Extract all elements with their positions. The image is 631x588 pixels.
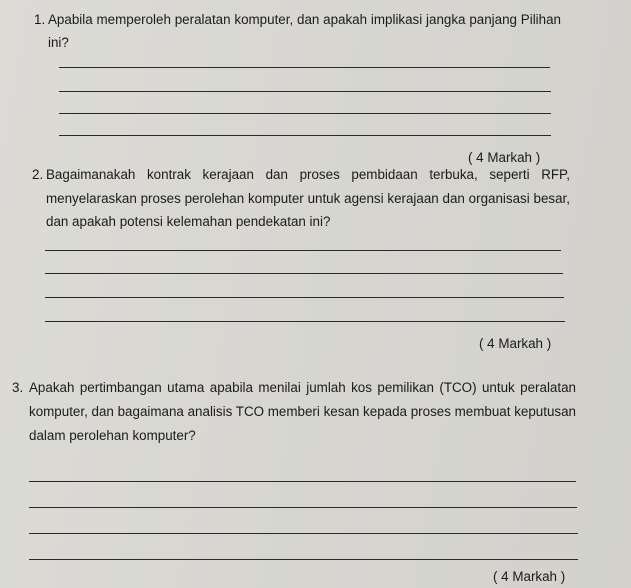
question-number: 2. [32, 167, 44, 182]
question-3 [12, 376, 576, 448]
question-number: 3. [12, 380, 24, 395]
question-text: Apakah pertimbangan utama apabila menilai jumlah kos pemilikan (TCO) untuk peralatan komputer, dan bagaimana analisis TCO memberi kesan kepada proses membuat keputusan dalam perolehan komputer? [29, 380, 576, 443]
marks-label: ( 4 Markah ) [493, 569, 566, 584]
question-text: Bagaimanakah kontrak kerajaan dan proses pembidaan terbuka, seperti RFP, menyelaraskan proses perolehan komputer untuk agensi kerajaan dan organisasi besar, dan apakah potensi kelemahan pendekatan ini? [46, 167, 570, 229]
answer-line[interactable] [29, 533, 578, 534]
answer-line[interactable] [59, 113, 551, 114]
question-1 [34, 8, 561, 54]
answer-line[interactable] [29, 559, 578, 560]
answer-line[interactable] [45, 250, 561, 251]
answer-line[interactable] [29, 507, 577, 508]
answer-line[interactable] [59, 135, 551, 136]
marks-label: ( 4 Markah ) [468, 150, 541, 165]
question-2 [32, 163, 570, 234]
answer-line[interactable] [45, 273, 563, 274]
answer-line[interactable] [45, 321, 565, 322]
answer-line[interactable] [29, 481, 576, 482]
marks-label: ( 4 Markah ) [479, 336, 552, 351]
answer-line[interactable] [59, 67, 550, 68]
answer-line[interactable] [45, 297, 564, 298]
answer-line[interactable] [59, 91, 551, 92]
question-text: Apabila memperoleh peralatan komputer, dan apakah implikasi jangka panjang Pilihan ini? [48, 12, 561, 50]
question-number: 1. [34, 12, 46, 27]
